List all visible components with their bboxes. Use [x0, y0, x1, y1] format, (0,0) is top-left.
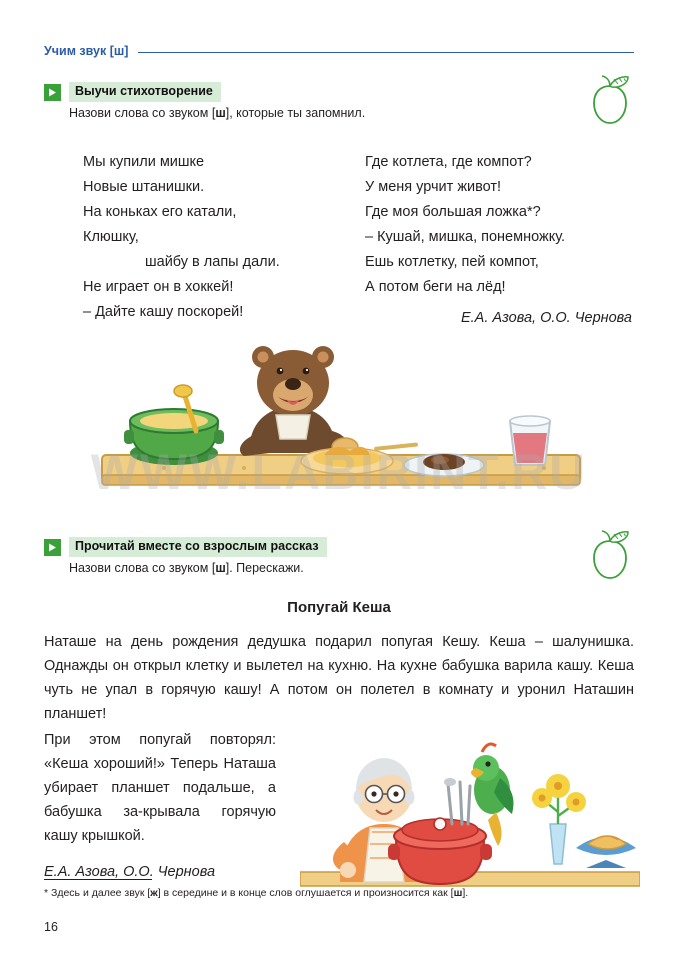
task-block-2 [44, 537, 634, 577]
task-1-label: Выучи стихотворение [69, 82, 221, 102]
green-arrow-icon [44, 84, 61, 101]
poem-line: шайбу в лапы дали. [145, 254, 280, 270]
task-2-sub-after: ]. Перескажи. [225, 561, 304, 575]
task-1-sub-before: Назови слова со звуком [ [69, 106, 216, 120]
poem-line: Где моя большая ложка*? [365, 204, 541, 220]
task-2-label: Прочитай вместе со взрослым рассказ [69, 537, 327, 557]
apple-outline-icon [586, 74, 634, 126]
poem-line: Мы купили мишке [83, 154, 205, 170]
poem-line: Клюшку, [83, 229, 139, 245]
poem-line: А потом беги на лёд! [365, 279, 506, 295]
poem-line: У меня урчит живот! [365, 179, 502, 195]
poem-column-left [44, 150, 339, 331]
header-divider [138, 52, 634, 53]
footnote-text [44, 886, 634, 900]
page-number: 16 [44, 920, 58, 934]
task-2-row [44, 537, 634, 557]
apple-outline-icon [586, 529, 634, 581]
bear-at-table-illustration [44, 335, 634, 531]
footnote-after: ]. [462, 887, 469, 899]
story-credit: Е.А. Азова, О.О. Чернова [44, 864, 216, 880]
poem-credit: Е.А. Азова, О.О. Чернова [460, 310, 632, 326]
footnote-bold-2: ш [453, 887, 463, 899]
task-1-sub-bold: ш [215, 106, 226, 120]
poem-line: – Дайте кашу поскорей! [83, 304, 244, 320]
watermark: WWW.LABIRINT.RU [90, 444, 588, 500]
story-paragraph-narrow: При этом попугай повторял: «Кеша хороший!» Теперь Наташа убирает планшет подальше, а бабушка за-крывала горячую кашу крышкой. [44, 732, 276, 844]
footnote-bold-1: ж [150, 887, 158, 899]
green-arrow-icon [44, 539, 61, 556]
poem-line: Новые штанишки. [83, 179, 205, 195]
task-block-1 [44, 82, 634, 122]
story-paragraph-full: Наташе на день рождения дедушка подарил попугая Кешу. Кеша – шалунишка. Однажды он открыл клетку и вылетел на кухню. На кухне бабушка варила кашу. Кеша чуть не упал в горячую кашу! А потом он полетел в комнату и уронил Наташин планшет! [44, 634, 634, 722]
task-2-subtitle [69, 560, 634, 577]
task-2-sub-before: Назови слова со звуком [ [69, 561, 216, 575]
poem-line: На коньках его катали, [83, 204, 237, 220]
footnote-before: * Здесь и далее звук [ [44, 887, 151, 899]
poem-section [44, 150, 634, 331]
task-1-subtitle [69, 105, 634, 122]
poem-line: Ешь котлетку, пей компот, [365, 254, 539, 270]
task-1-sub-after: ], которые ты запомнил. [225, 106, 366, 120]
header-title: Учим звук [ш] [44, 44, 129, 58]
task-1-row [44, 82, 634, 102]
poem-line: Не играет он в хоккей! [83, 279, 234, 295]
poem-column-right [339, 150, 634, 331]
task-2-sub-bold: ш [215, 561, 226, 575]
footnote-mid: ] в середине и в конце слов оглушается и произносится как [ [157, 887, 454, 899]
footnote-divider [44, 879, 152, 880]
story-title: Попугай Кеша [287, 599, 391, 616]
footnote-block [44, 871, 634, 900]
poem-line: – Кушай, мишка, понемножку. [365, 229, 566, 245]
page-header [44, 38, 634, 64]
poem-line: Где котлета, где компот? [365, 154, 532, 170]
